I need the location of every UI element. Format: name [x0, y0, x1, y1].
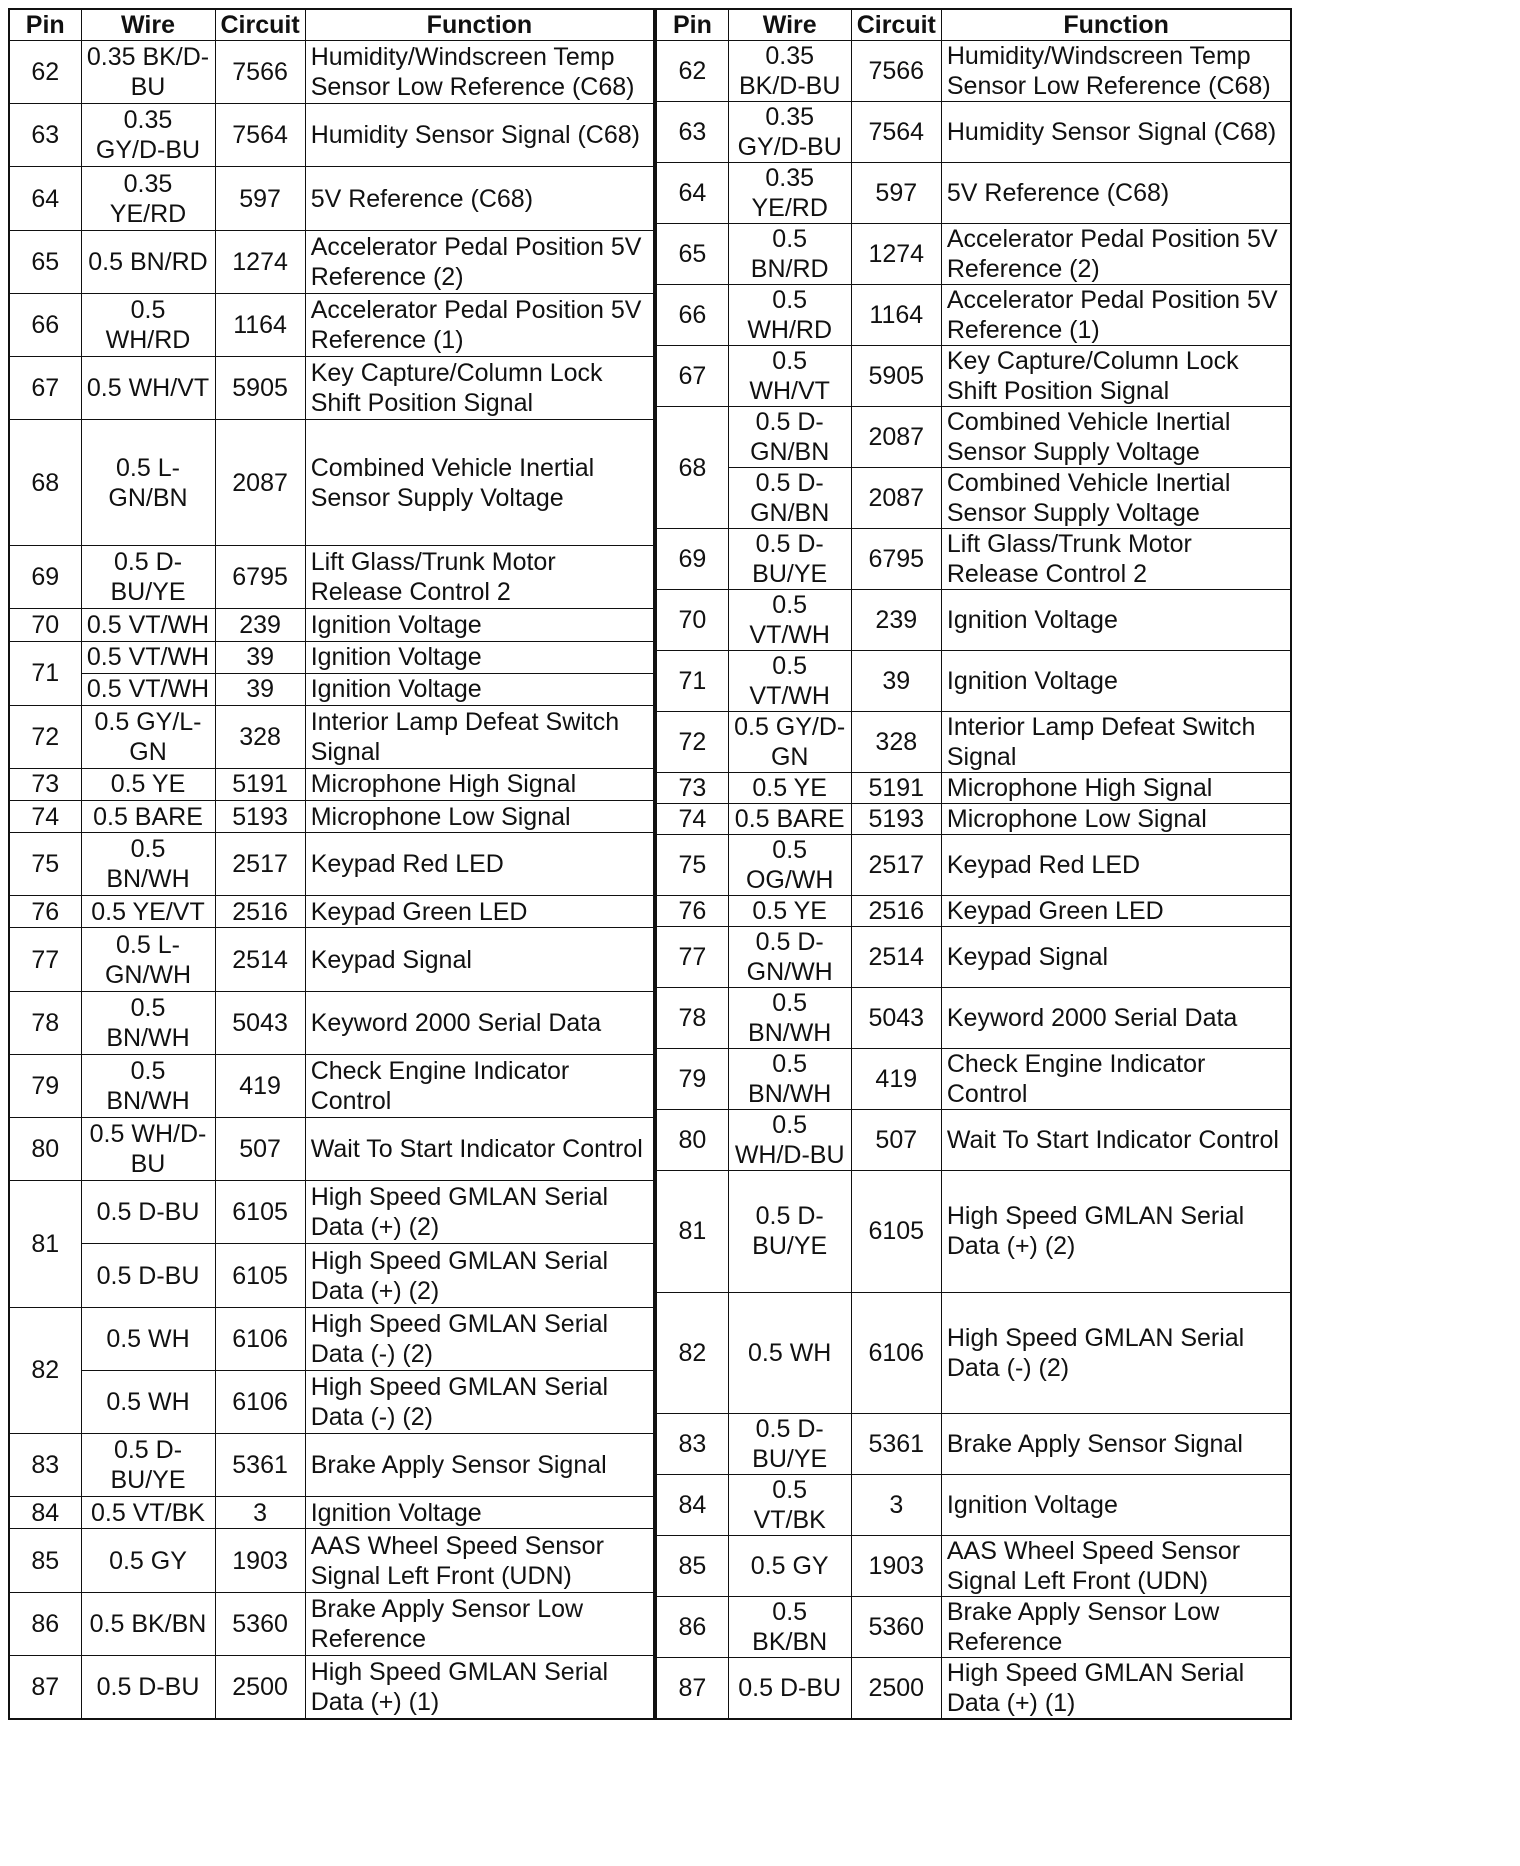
function-cell: Check Engine Indicator Control: [305, 1054, 654, 1117]
table-row: [656, 1292, 1291, 1414]
pin-cell: 84: [9, 1497, 81, 1529]
pinout-body-right: [656, 41, 1291, 1720]
function-cell: Key Capture/Column Lock Shift Position Signal: [305, 357, 654, 420]
pin-cell: 77: [9, 928, 81, 991]
function-cell: 5V Reference (C68): [305, 167, 654, 230]
table-row: [9, 801, 654, 833]
pin-cell: 75: [9, 833, 81, 896]
function-cell: Brake Apply Sensor Signal: [941, 1414, 1291, 1475]
table-row: [9, 41, 654, 104]
header-function: Function: [305, 9, 654, 41]
function-cell: Accelerator Pedal Position 5V Reference (2): [305, 230, 654, 293]
function-cell: Combined Vehicle Inertial Sensor Supply Voltage: [941, 468, 1291, 529]
function-cell: Humidity Sensor Signal (C68): [941, 102, 1291, 163]
pin-cell: 74: [656, 804, 728, 835]
header-wire: Wire: [81, 9, 215, 41]
wire-cell: 0.5 VT/WH: [81, 673, 215, 705]
table-row: [656, 224, 1291, 285]
function-cell: Lift Glass/Trunk Motor Release Control 2: [305, 546, 654, 609]
function-cell: Microphone Low Signal: [941, 804, 1291, 835]
table-row: [656, 1536, 1291, 1597]
circuit-cell: 6795: [851, 529, 941, 590]
header-function: Function: [941, 9, 1291, 41]
function-cell: Wait To Start Indicator Control: [305, 1118, 654, 1181]
table-row: [656, 927, 1291, 988]
pin-cell: 69: [656, 529, 728, 590]
wire-cell: 0.5 D-BU/YE: [81, 546, 215, 609]
table-row: [9, 705, 654, 768]
pin-cell: 69: [9, 546, 81, 609]
circuit-cell: 2087: [851, 468, 941, 529]
circuit-cell: 5191: [215, 768, 305, 800]
circuit-cell: 2500: [851, 1658, 941, 1720]
circuit-cell: 239: [851, 590, 941, 651]
table-row: [656, 988, 1291, 1049]
function-cell: Ignition Voltage: [941, 590, 1291, 651]
table-row: [656, 835, 1291, 896]
pin-cell: 81: [656, 1171, 728, 1293]
pin-cell: 77: [656, 927, 728, 988]
pin-cell: 62: [656, 41, 728, 102]
pin-cell: 70: [656, 590, 728, 651]
function-cell: Keypad Green LED: [941, 896, 1291, 927]
wire-cell: 0.5 YE/VT: [81, 896, 215, 928]
pin-cell: 66: [656, 285, 728, 346]
circuit-cell: 39: [215, 641, 305, 673]
wire-cell: 0.5 BN/WH: [81, 833, 215, 896]
table-row: [656, 285, 1291, 346]
wire-cell: 0.5 WH/RD: [81, 293, 215, 356]
pin-cell: 65: [656, 224, 728, 285]
circuit-cell: 328: [215, 705, 305, 768]
circuit-cell: 328: [851, 712, 941, 773]
table-row: [9, 641, 654, 673]
circuit-cell: 5905: [851, 346, 941, 407]
pin-cell: 80: [656, 1110, 728, 1171]
function-cell: Keypad Red LED: [941, 835, 1291, 896]
wire-cell: 0.5 YE: [728, 896, 851, 927]
wire-cell: 0.5 VT/WH: [81, 609, 215, 641]
table-row: [656, 1597, 1291, 1658]
function-cell: Keypad Red LED: [305, 833, 654, 896]
circuit-cell: 5360: [215, 1592, 305, 1655]
circuit-cell: 5043: [851, 988, 941, 1049]
wire-cell: 0.35 YE/RD: [728, 163, 851, 224]
function-cell: AAS Wheel Speed Sensor Signal Left Front (UDN): [305, 1529, 654, 1592]
table-row: [9, 896, 654, 928]
circuit-cell: 2516: [215, 896, 305, 928]
circuit-cell: 1903: [215, 1529, 305, 1592]
pin-cell: 87: [656, 1658, 728, 1720]
wire-cell: 0.5 VT/WH: [728, 590, 851, 651]
circuit-cell: 39: [215, 673, 305, 705]
table-row: [656, 773, 1291, 804]
function-cell: Keyword 2000 Serial Data: [305, 991, 654, 1054]
wire-cell: 0.5 OG/WH: [728, 835, 851, 896]
pin-cell: 83: [656, 1414, 728, 1475]
circuit-cell: 419: [215, 1054, 305, 1117]
wire-cell: 0.5 VT/WH: [81, 641, 215, 673]
wire-cell: 0.5 YE: [728, 773, 851, 804]
table-row: [9, 104, 654, 167]
table-row: [656, 102, 1291, 163]
table-row: [656, 590, 1291, 651]
circuit-cell: 6105: [851, 1171, 941, 1293]
circuit-cell: 5361: [215, 1434, 305, 1497]
table-row: [656, 163, 1291, 224]
function-cell: High Speed GMLAN Serial Data (+) (2): [305, 1244, 654, 1307]
table-row: [9, 1592, 654, 1655]
pin-cell: 65: [9, 230, 81, 293]
circuit-cell: 7566: [215, 41, 305, 104]
circuit-cell: 2514: [851, 927, 941, 988]
pin-cell: 79: [656, 1049, 728, 1110]
table-row: [9, 1118, 654, 1181]
circuit-cell: 2517: [851, 835, 941, 896]
circuit-cell: 39: [851, 651, 941, 712]
table-row: [656, 651, 1291, 712]
function-cell: Interior Lamp Defeat Switch Signal: [941, 712, 1291, 773]
table-row: [9, 673, 654, 705]
pin-cell: 67: [9, 357, 81, 420]
function-cell: High Speed GMLAN Serial Data (-) (2): [305, 1370, 654, 1433]
header-circuit: Circuit: [851, 9, 941, 41]
pin-cell: 74: [9, 801, 81, 833]
circuit-cell: 597: [851, 163, 941, 224]
circuit-cell: 1274: [215, 230, 305, 293]
table-row: [9, 1497, 654, 1529]
wire-cell: 0.5 BN/RD: [728, 224, 851, 285]
wire-cell: 0.5 BN/RD: [81, 230, 215, 293]
function-cell: Ignition Voltage: [305, 1497, 654, 1529]
pin-cell: 83: [9, 1434, 81, 1497]
header-circuit: Circuit: [215, 9, 305, 41]
header-row: [656, 9, 1291, 41]
wire-cell: 0.35 YE/RD: [81, 167, 215, 230]
function-cell: Key Capture/Column Lock Shift Position Signal: [941, 346, 1291, 407]
wire-cell: 0.5 WH/D-BU: [81, 1118, 215, 1181]
wire-cell: 0.5 D-BU/YE: [81, 1434, 215, 1497]
function-cell: Brake Apply Sensor Signal: [305, 1434, 654, 1497]
pin-cell: 81: [9, 1181, 81, 1307]
circuit-cell: 5043: [215, 991, 305, 1054]
pin-cell: 64: [9, 167, 81, 230]
pin-cell: 67: [656, 346, 728, 407]
wire-cell: 0.5 WH: [728, 1292, 851, 1414]
pin-cell: 78: [9, 991, 81, 1054]
circuit-cell: 1274: [851, 224, 941, 285]
table-row: [9, 1370, 654, 1433]
wire-cell: 0.35 BK/D-BU: [728, 41, 851, 102]
function-cell: Brake Apply Sensor Low Reference: [305, 1592, 654, 1655]
function-cell: Humidity/Windscreen Temp Sensor Low Reference (C68): [941, 41, 1291, 102]
function-cell: Keypad Signal: [941, 927, 1291, 988]
wire-cell: 0.35 BK/D-BU: [81, 41, 215, 104]
circuit-cell: 239: [215, 609, 305, 641]
wire-cell: 0.5 D-BU: [81, 1244, 215, 1307]
table-row: [656, 346, 1291, 407]
wire-cell: 0.5 GY: [81, 1529, 215, 1592]
pinout-table-right: [655, 8, 1292, 1720]
function-cell: High Speed GMLAN Serial Data (-) (2): [941, 1292, 1291, 1414]
table-row: [9, 167, 654, 230]
function-cell: Ignition Voltage: [941, 1475, 1291, 1536]
wire-cell: 0.5 BK/BN: [81, 1592, 215, 1655]
pin-cell: 75: [656, 835, 728, 896]
table-row: [9, 833, 654, 896]
circuit-cell: 5360: [851, 1597, 941, 1658]
function-cell: AAS Wheel Speed Sensor Signal Left Front (UDN): [941, 1536, 1291, 1597]
circuit-cell: 5191: [851, 773, 941, 804]
pin-cell: 62: [9, 41, 81, 104]
table-row: [656, 896, 1291, 927]
circuit-cell: 5361: [851, 1414, 941, 1475]
table-row: [9, 420, 654, 546]
function-cell: Keypad Signal: [305, 928, 654, 991]
wire-cell: 0.5 D-BU: [81, 1181, 215, 1244]
table-row: [656, 712, 1291, 773]
function-cell: Microphone High Signal: [941, 773, 1291, 804]
table-row: [656, 41, 1291, 102]
function-cell: Combined Vehicle Inertial Sensor Supply Voltage: [305, 420, 654, 546]
function-cell: High Speed GMLAN Serial Data (+) (1): [941, 1658, 1291, 1720]
circuit-cell: 6106: [215, 1370, 305, 1433]
circuit-cell: 1164: [215, 293, 305, 356]
circuit-cell: 6795: [215, 546, 305, 609]
wire-cell: 0.5 WH: [81, 1307, 215, 1370]
table-row: [9, 991, 654, 1054]
wire-cell: 0.5 D-GN/BN: [728, 407, 851, 468]
wire-cell: 0.5 GY: [728, 1536, 851, 1597]
pin-cell: 85: [9, 1529, 81, 1592]
wire-cell: 0.5 WH/VT: [81, 357, 215, 420]
table-row: [9, 1655, 654, 1719]
function-cell: Keypad Green LED: [305, 896, 654, 928]
circuit-cell: 2087: [215, 420, 305, 546]
circuit-cell: 2516: [851, 896, 941, 927]
wire-cell: 0.5 GY/L-GN: [81, 705, 215, 768]
function-cell: Ignition Voltage: [305, 673, 654, 705]
table-row: [9, 768, 654, 800]
pin-cell: 71: [9, 641, 81, 705]
pin-cell: 66: [9, 293, 81, 356]
wire-cell: 0.5 BN/WH: [728, 1049, 851, 1110]
function-cell: Humidity Sensor Signal (C68): [305, 104, 654, 167]
function-cell: Microphone Low Signal: [305, 801, 654, 833]
function-cell: Accelerator Pedal Position 5V Reference (1): [305, 293, 654, 356]
pinout-tables: [8, 8, 1292, 1720]
function-cell: Combined Vehicle Inertial Sensor Supply Voltage: [941, 407, 1291, 468]
table-row: [9, 357, 654, 420]
wire-cell: 0.5 VT/BK: [81, 1497, 215, 1529]
table-row: [656, 1171, 1291, 1293]
pin-cell: 68: [656, 407, 728, 529]
circuit-cell: 507: [215, 1118, 305, 1181]
table-row: [9, 546, 654, 609]
wire-cell: 0.5 WH: [81, 1370, 215, 1433]
circuit-cell: 2514: [215, 928, 305, 991]
pin-cell: 87: [9, 1655, 81, 1719]
pin-cell: 86: [656, 1597, 728, 1658]
function-cell: Wait To Start Indicator Control: [941, 1110, 1291, 1171]
pin-cell: 82: [9, 1307, 81, 1433]
wire-cell: 0.5 BK/BN: [728, 1597, 851, 1658]
wire-cell: 0.5 D-BU: [728, 1658, 851, 1720]
function-cell: Interior Lamp Defeat Switch Signal: [305, 705, 654, 768]
pin-cell: 71: [656, 651, 728, 712]
pin-cell: 70: [9, 609, 81, 641]
header-pin: Pin: [9, 9, 81, 41]
table-row: [9, 1307, 654, 1370]
table-row: [656, 1049, 1291, 1110]
function-cell: Ignition Voltage: [305, 641, 654, 673]
pinout-table-left: [8, 8, 655, 1720]
wire-cell: 0.5 D-BU/YE: [728, 529, 851, 590]
circuit-cell: 6105: [215, 1181, 305, 1244]
wire-cell: 0.5 VT/BK: [728, 1475, 851, 1536]
table-row: [656, 1414, 1291, 1475]
circuit-cell: 2087: [851, 407, 941, 468]
header-wire: Wire: [728, 9, 851, 41]
pin-cell: 86: [9, 1592, 81, 1655]
header-pin: Pin: [656, 9, 728, 41]
table-row: [9, 1529, 654, 1592]
table-row: [9, 1181, 654, 1244]
table-row: [656, 529, 1291, 590]
pin-cell: 76: [656, 896, 728, 927]
pin-cell: 64: [656, 163, 728, 224]
circuit-cell: 6105: [215, 1244, 305, 1307]
table-row: [656, 1110, 1291, 1171]
circuit-cell: 7564: [215, 104, 305, 167]
wire-cell: 0.5 WH/D-BU: [728, 1110, 851, 1171]
function-cell: Microphone High Signal: [305, 768, 654, 800]
table-row: [9, 293, 654, 356]
circuit-cell: 5193: [851, 804, 941, 835]
wire-cell: 0.5 WH/VT: [728, 346, 851, 407]
pin-cell: 72: [9, 705, 81, 768]
circuit-cell: 2517: [215, 833, 305, 896]
table-row: [656, 468, 1291, 529]
wire-cell: 0.5 L-GN/WH: [81, 928, 215, 991]
pin-cell: 84: [656, 1475, 728, 1536]
circuit-cell: 2500: [215, 1655, 305, 1719]
function-cell: High Speed GMLAN Serial Data (+) (2): [305, 1181, 654, 1244]
wire-cell: 0.5 D-BU/YE: [728, 1414, 851, 1475]
table-row: [656, 1475, 1291, 1536]
table-row: [9, 609, 654, 641]
circuit-cell: 6106: [851, 1292, 941, 1414]
wire-cell: 0.5 GY/D-GN: [728, 712, 851, 773]
wire-cell: 0.5 YE: [81, 768, 215, 800]
circuit-cell: 3: [851, 1475, 941, 1536]
wire-cell: 0.5 D-GN/WH: [728, 927, 851, 988]
table-row: [9, 230, 654, 293]
pinout-body-left: [9, 41, 654, 1720]
pin-cell: 78: [656, 988, 728, 1049]
wire-cell: 0.5 BN/WH: [81, 991, 215, 1054]
circuit-cell: 5905: [215, 357, 305, 420]
wire-cell: 0.5 BARE: [81, 801, 215, 833]
wire-cell: 0.5 WH/RD: [728, 285, 851, 346]
pin-cell: 73: [9, 768, 81, 800]
wire-cell: 0.5 D-BU/YE: [728, 1171, 851, 1293]
table-row: [656, 804, 1291, 835]
wire-cell: 0.35 GY/D-BU: [81, 104, 215, 167]
circuit-cell: 1164: [851, 285, 941, 346]
function-cell: High Speed GMLAN Serial Data (+) (1): [305, 1655, 654, 1719]
wire-cell: 0.5 BARE: [728, 804, 851, 835]
function-cell: Brake Apply Sensor Low Reference: [941, 1597, 1291, 1658]
wire-cell: 0.5 VT/WH: [728, 651, 851, 712]
function-cell: Accelerator Pedal Position 5V Reference (2): [941, 224, 1291, 285]
pin-cell: 80: [9, 1118, 81, 1181]
wire-cell: 0.5 D-BU: [81, 1655, 215, 1719]
pin-cell: 82: [656, 1292, 728, 1414]
function-cell: Ignition Voltage: [305, 609, 654, 641]
pin-cell: 79: [9, 1054, 81, 1117]
pin-cell: 85: [656, 1536, 728, 1597]
table-row: [9, 1434, 654, 1497]
header-row: [9, 9, 654, 41]
pin-cell: 72: [656, 712, 728, 773]
function-cell: Lift Glass/Trunk Motor Release Control 2: [941, 529, 1291, 590]
table-row: [9, 1054, 654, 1117]
function-cell: Ignition Voltage: [941, 651, 1291, 712]
table-row: [9, 928, 654, 991]
circuit-cell: 3: [215, 1497, 305, 1529]
circuit-cell: 507: [851, 1110, 941, 1171]
circuit-cell: 1903: [851, 1536, 941, 1597]
function-cell: Keyword 2000 Serial Data: [941, 988, 1291, 1049]
circuit-cell: 419: [851, 1049, 941, 1110]
function-cell: High Speed GMLAN Serial Data (-) (2): [305, 1307, 654, 1370]
function-cell: Check Engine Indicator Control: [941, 1049, 1291, 1110]
circuit-cell: 6106: [215, 1307, 305, 1370]
function-cell: High Speed GMLAN Serial Data (+) (2): [941, 1171, 1291, 1293]
circuit-cell: 7566: [851, 41, 941, 102]
wire-cell: 0.5 BN/WH: [81, 1054, 215, 1117]
pin-cell: 63: [9, 104, 81, 167]
function-cell: Accelerator Pedal Position 5V Reference (1): [941, 285, 1291, 346]
function-cell: 5V Reference (C68): [941, 163, 1291, 224]
table-row: [656, 1658, 1291, 1720]
function-cell: Humidity/Windscreen Temp Sensor Low Reference (C68): [305, 41, 654, 104]
wire-cell: 0.5 D-GN/BN: [728, 468, 851, 529]
circuit-cell: 7564: [851, 102, 941, 163]
circuit-cell: 597: [215, 167, 305, 230]
circuit-cell: 5193: [215, 801, 305, 833]
wire-cell: 0.5 BN/WH: [728, 988, 851, 1049]
pin-cell: 68: [9, 420, 81, 546]
pin-cell: 63: [656, 102, 728, 163]
pin-cell: 76: [9, 896, 81, 928]
wire-cell: 0.5 L-GN/BN: [81, 420, 215, 546]
table-row: [656, 407, 1291, 468]
table-row: [9, 1244, 654, 1307]
pin-cell: 73: [656, 773, 728, 804]
wire-cell: 0.35 GY/D-BU: [728, 102, 851, 163]
